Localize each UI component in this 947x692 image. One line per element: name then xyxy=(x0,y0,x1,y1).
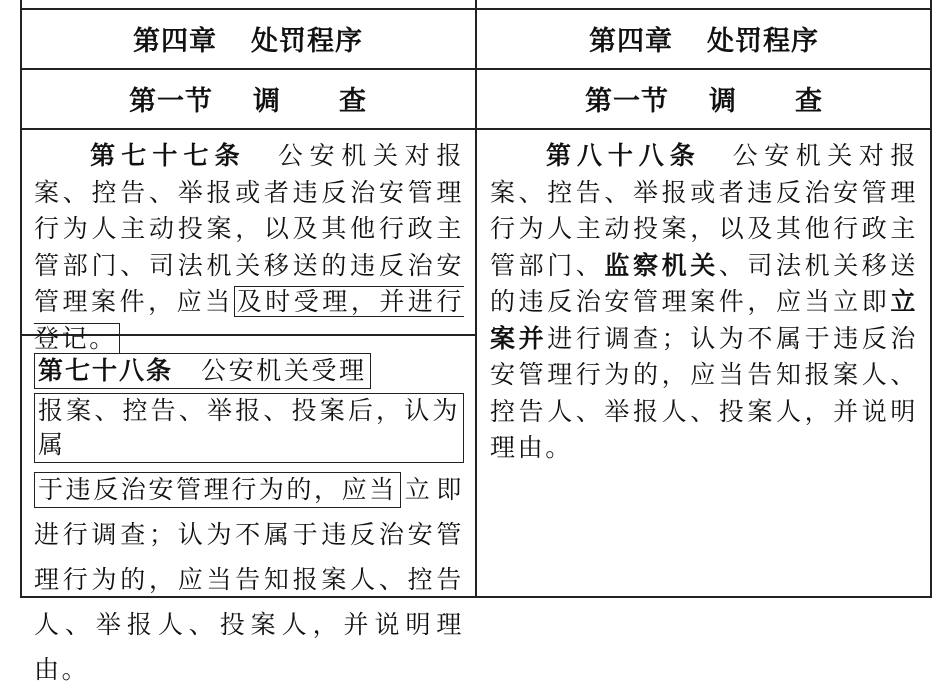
article-text: 公安机关对报案、控告、举报或者违反治安管理行为人主动投案，以及其他行政主管部门、司法机关移送的违反治安管理案件，应当 xyxy=(34,141,464,316)
article-text: 进行调查；认为不属于违反治安管理行为的，应当告知报案人、控告人、举报人、投案人，并说明理由。 xyxy=(34,520,464,684)
section-title-part: 查 xyxy=(795,85,823,117)
section-number: 第一节 xyxy=(585,85,669,117)
article-number: 第七十七条 xyxy=(86,141,246,170)
left-section-heading xyxy=(20,68,476,128)
chapter-number: 第四章 xyxy=(133,25,217,57)
article-number: 第七十八条 xyxy=(38,356,174,385)
amended-text: 立案并 xyxy=(490,287,918,353)
left-article-78 xyxy=(34,348,464,692)
section-title-part: 查 xyxy=(339,85,367,117)
right-chapter-heading xyxy=(476,8,932,68)
table-row-line xyxy=(20,128,932,130)
right-section-heading xyxy=(476,68,932,128)
left-article-77 xyxy=(34,138,464,357)
chapter-number: 第四章 xyxy=(589,25,673,57)
comparison-table xyxy=(20,0,932,684)
article-text: 、司法机关移送的违反治安管理案件，应当立即 xyxy=(490,250,919,316)
chapter-title: 处罚程序 xyxy=(707,25,819,57)
right-article-88 xyxy=(490,138,918,467)
article-text: 公安机关对报案、控告、举报或者违反治安管理行为人主动投案，以及其他行政主管部门、 xyxy=(490,141,918,280)
article-text: 公安机关受理 xyxy=(201,356,367,385)
article-text: 进行调查；认为不属于违反治安管理行为的，应当告知报案人、控告人、举报人、投案人，并说明理由。 xyxy=(490,323,918,462)
article-text: 立即 xyxy=(400,475,464,504)
article-number: 第八十八条 xyxy=(542,141,701,170)
boxed-text: 及时受理，并进行登记。 xyxy=(34,287,464,353)
boxed-line xyxy=(34,353,371,389)
left-chapter-heading xyxy=(20,8,476,68)
section-title-part: 调 xyxy=(253,85,281,117)
amended-text: 监察机关 xyxy=(604,250,719,280)
chapter-title: 处罚程序 xyxy=(251,25,363,57)
section-title-part: 调 xyxy=(709,85,737,117)
section-number: 第一节 xyxy=(129,85,213,117)
boxed-line: 报案、控告、举报、投案后，认为属 xyxy=(34,393,464,463)
boxed-line: 于违反治安管理行为的，应当 xyxy=(34,472,401,508)
